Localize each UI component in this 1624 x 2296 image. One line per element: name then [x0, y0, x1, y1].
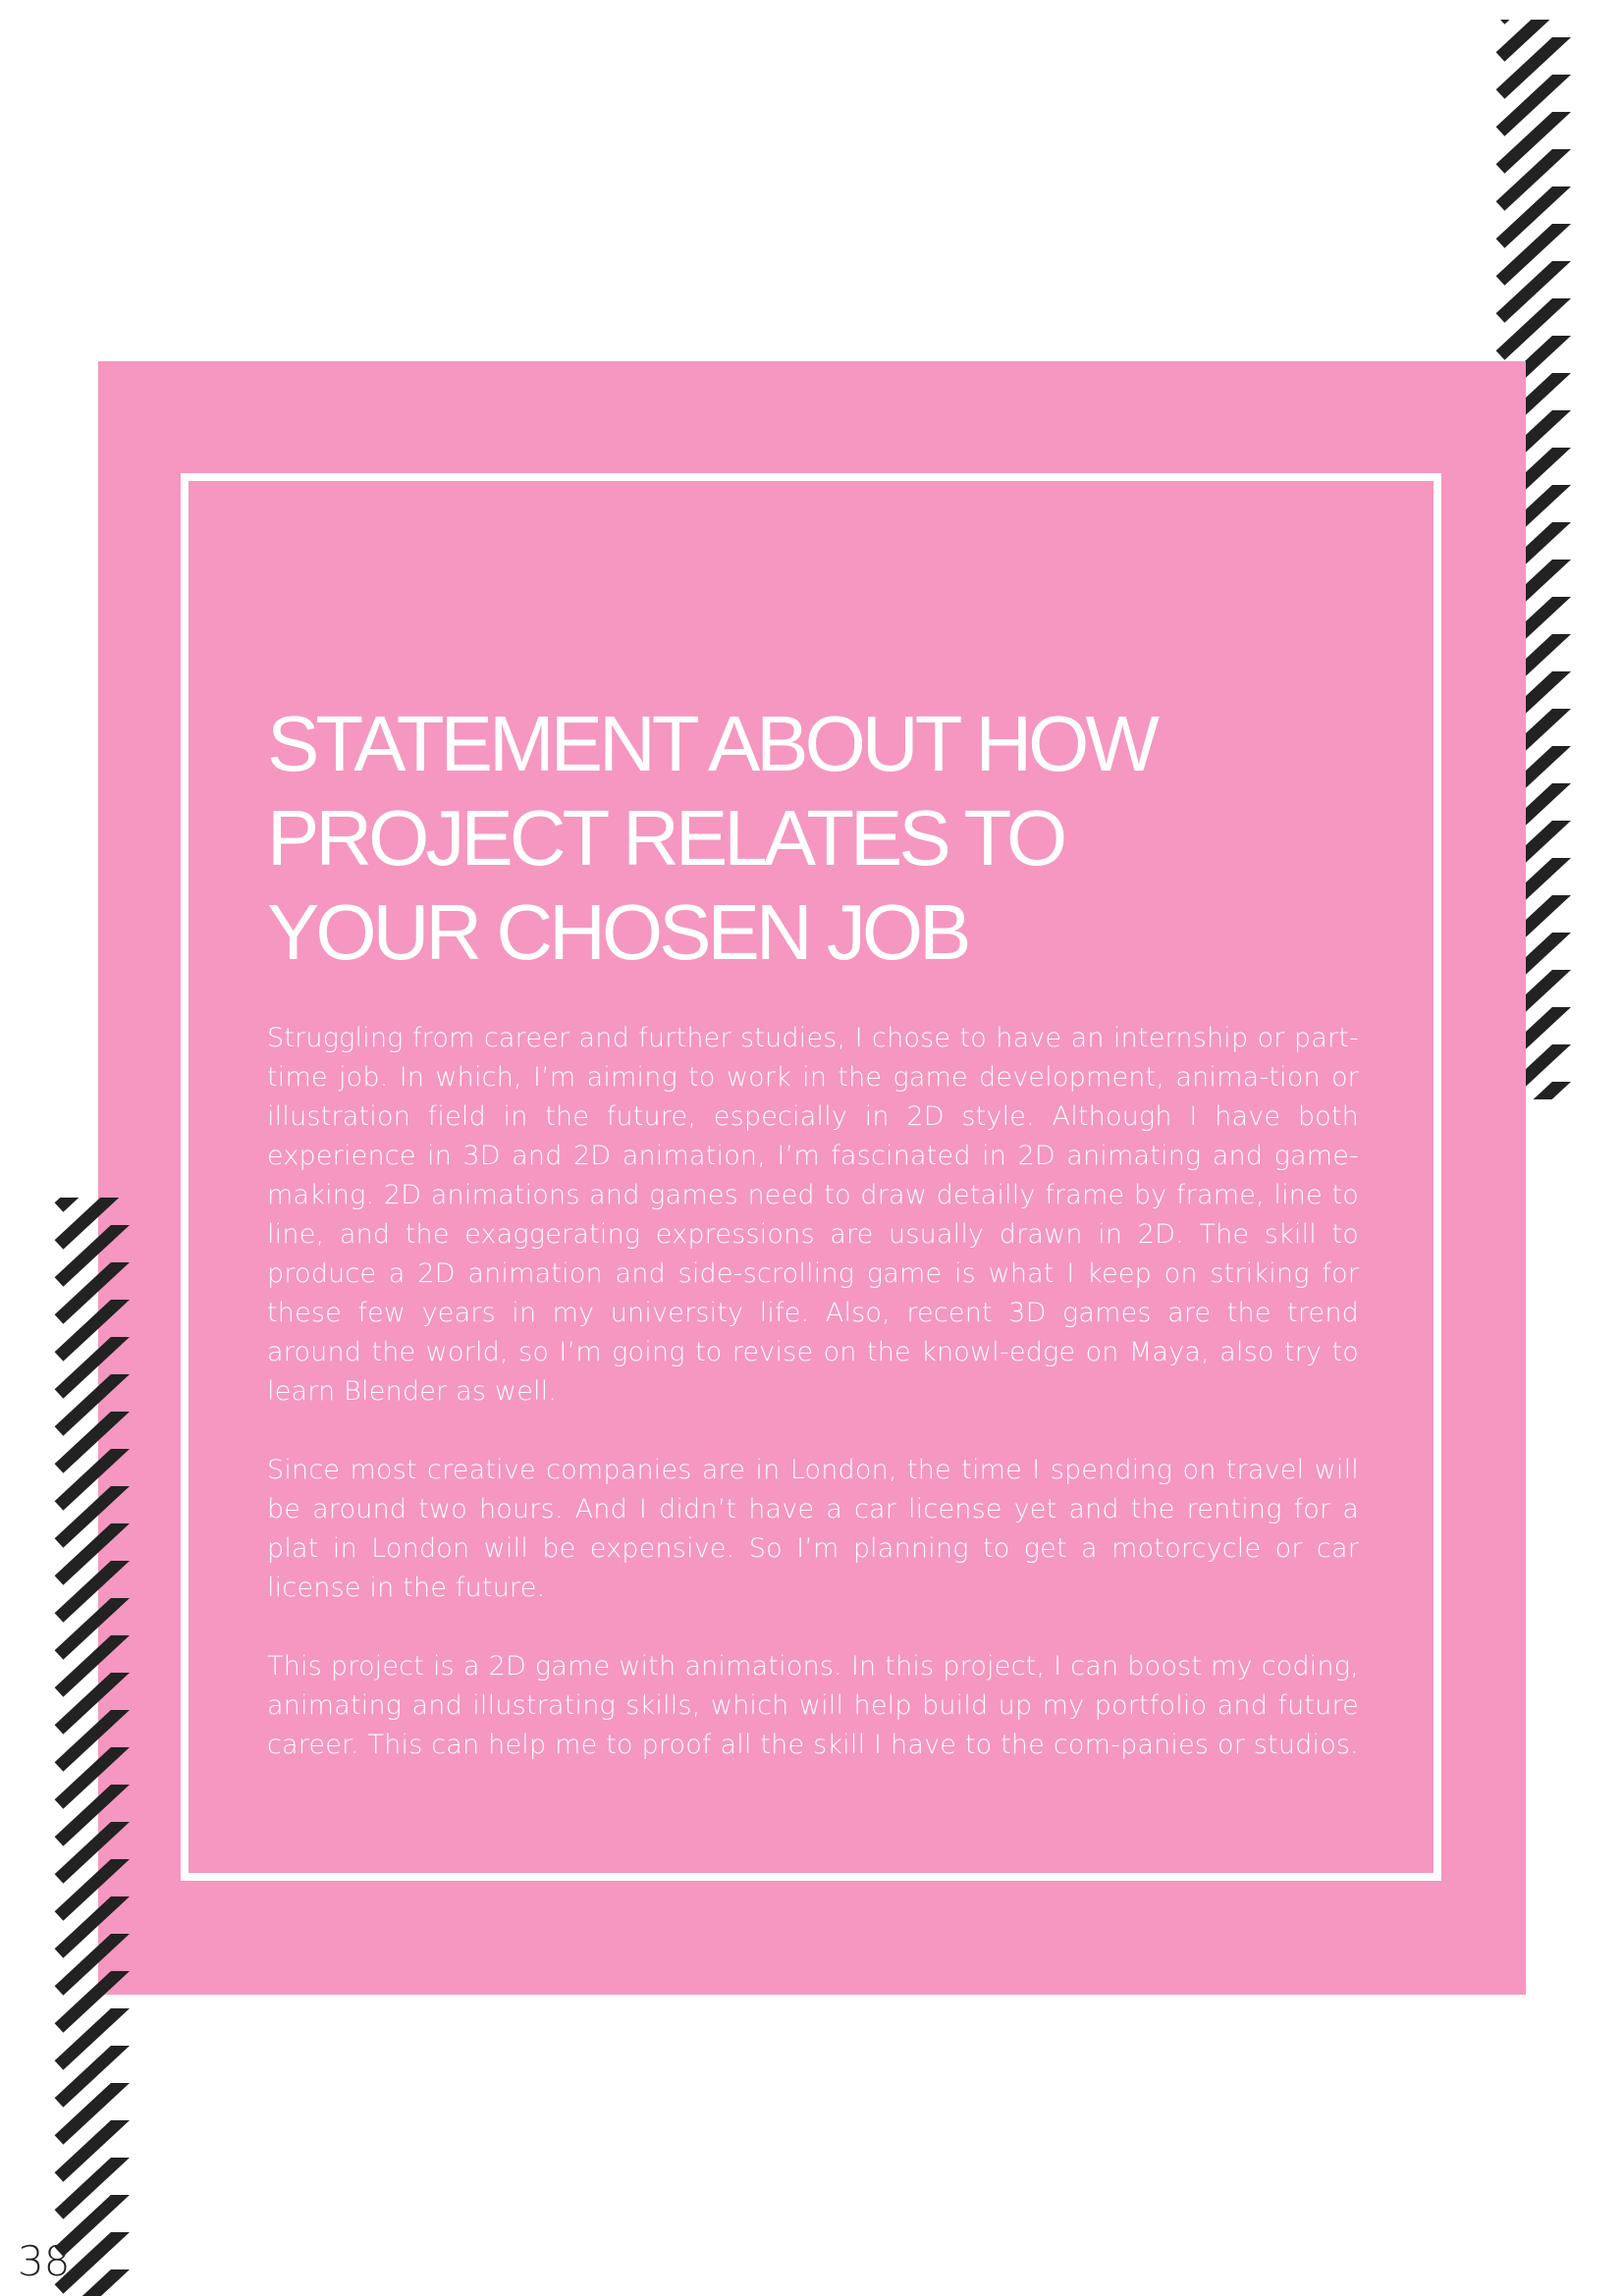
heading-line: STATEMENT ABOUT HOW	[267, 700, 1156, 787]
paragraph-travel-location: Since most creative companies are in London, the time I spending on travel will be around two hours. And I didn’t have a car license yet and the renting for a plat in London will be expensive. So I’m planning to get a motorcycle or car license in the future.	[267, 1455, 1359, 1603]
paragraph-project-benefit: This project is a 2D game with animations. In this project, I can boost my coding, animating and illustrating skills, which will help build up my portfolio and future career. This can help me to proof all the skill I have to the com-panies or studios.	[267, 1651, 1359, 1760]
heading-line: PROJECT RELATES TO	[267, 794, 1064, 881]
statement-content	[267, 697, 1359, 1804]
paragraph-career-goals: Struggling from career and further studies, I chose to have an internship or part-time job. In which, I’m aiming to work in the game development, anima-tion or illustration field in the future, especially in 2D style. Although I have both experience in 3D and 2D animation, I’m fascinated in 2D animating and game-making. 2D animations and games need to draw detailly frame by frame, line to line, and the exaggerating expressions are usually drawn in 2D. The skill to produce a 2D animation and side-scrolling game is what I keep on striking for these few years in my university life. Also, recent 3D games are the trend around the world, so I’m going to revise on the knowl-edge on Maya, also try to learn Blender as well.	[267, 1023, 1359, 1407]
heading-line: YOUR CHOSEN JOB	[267, 888, 968, 976]
statement-heading	[267, 697, 1359, 980]
page-number: 38	[18, 2237, 71, 2285]
diagonal-stripes-bottom-left	[39, 1188, 171, 2296]
